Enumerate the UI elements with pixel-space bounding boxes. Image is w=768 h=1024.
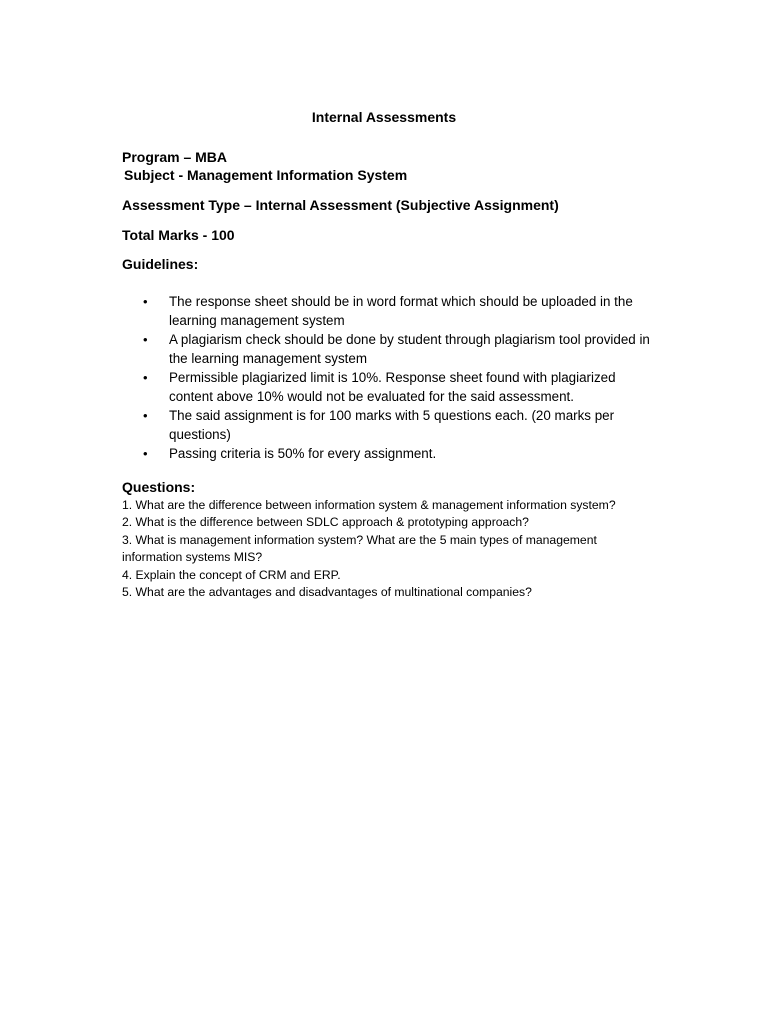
program-line: Program – MBA — [122, 149, 228, 165]
guideline-item — [122, 292, 652, 330]
guidelines-heading: Guidelines: — [122, 256, 199, 272]
guideline-text: Permissible plagiarized limit is 10%. Response sheet found with plagiarized content above 10% would not be evaluated for the said assessment. — [169, 370, 616, 404]
question-item: 5. What are the advantages and disadvantages of multinational companies? — [122, 585, 532, 600]
question-item: 1. What are the difference between information system & management information system? — [122, 498, 616, 512]
guideline-text: The response sheet should be in word format which should be uploaded in the learning management system — [169, 294, 633, 328]
guideline-item — [122, 368, 652, 406]
bullet-icon: • — [143, 332, 148, 347]
questions-heading: Questions: — [122, 479, 196, 495]
bullet-icon: • — [143, 446, 148, 461]
document-title: Internal Assessments — [311, 109, 457, 125]
questions-list — [122, 497, 652, 601]
guideline-item — [122, 444, 652, 463]
bullet-icon: • — [143, 408, 148, 423]
guideline-text: The said assignment is for 100 marks with 5 questions each. (20 marks per questions) — [169, 408, 615, 442]
subject-line: Subject - Management Information System — [124, 167, 408, 183]
bullet-icon: • — [143, 370, 148, 385]
assessment-type-line: Assessment Type – Internal Assessment (Subjective Assignment) — [122, 197, 559, 213]
question-item: 2. What is the difference between SDLC approach & prototyping approach? — [122, 515, 529, 530]
guideline-text: Passing criteria is 50% for every assignment. — [169, 446, 437, 461]
total-marks-line: Total Marks - 100 — [122, 227, 235, 243]
guidelines-list — [122, 292, 652, 463]
question-item: 3. What is management information system? What are the 5 main types of management information systems MIS? — [122, 532, 597, 565]
guideline-item — [122, 406, 652, 444]
question-item: 4. Explain the concept of CRM and ERP. — [122, 567, 341, 582]
guideline-text: A plagiarism check should be done by student through plagiarism tool provided in the learning management system — [169, 332, 650, 366]
guideline-item — [122, 330, 652, 368]
bullet-icon: • — [143, 294, 148, 309]
